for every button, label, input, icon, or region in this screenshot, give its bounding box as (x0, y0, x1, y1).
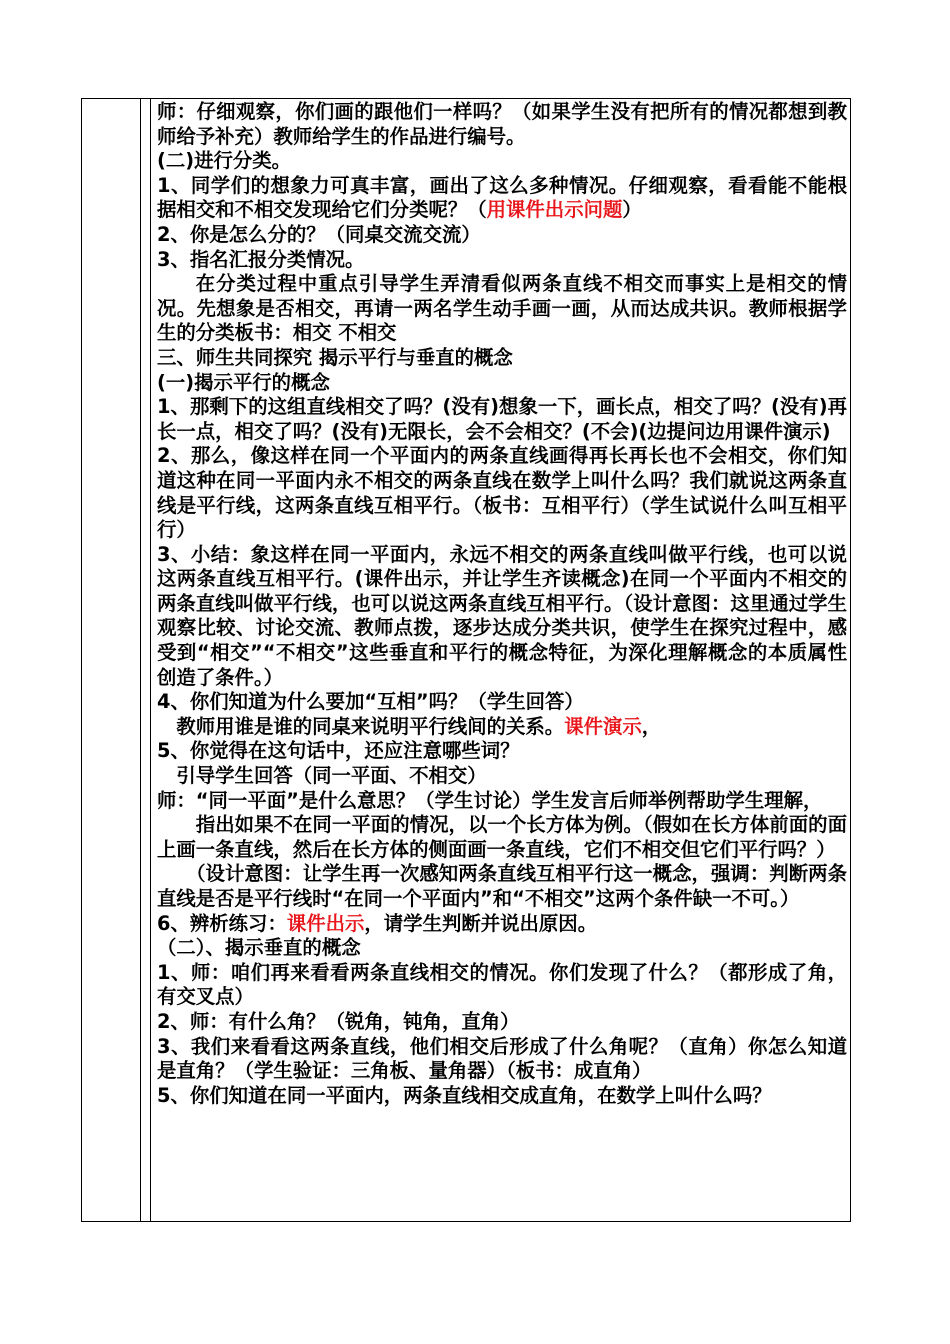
section-heading: 三、师生共同探究 揭示平行与垂直的概念 (157, 345, 513, 369)
paragraph: 3、指名汇报分类情况。 (157, 247, 365, 271)
table-column-spacer (141, 98, 151, 1222)
paragraph: 1、同学们的想象力可真丰富，画出了这么多种情况。仔细观察，看看能不能根据相交和不相交发现给它们分类呢？（用课件出示问题） (157, 173, 847, 222)
paragraph: 2、那么，像这样在同一个平面内的两条直线画得再长再长也不会相交，你们知道这种在同一平面内永不相交的两条直线在数学上叫什么吗？我们就说这两条直线是平行线，这两条直线互相平行。（板书：互相平行）（学生试说什么叫互相平行） (157, 444, 847, 542)
paragraph: 教师用谁是谁的同桌来说明平行线间的关系。课件演示， (176, 714, 662, 738)
lesson-content (157, 100, 847, 1108)
paragraph: 2、你是怎么分的？（同桌交流交流） (157, 222, 481, 246)
paragraph: （设计意图：让学生再一次感知两条直线互相平行这一概念，强调：判断两条直线是否是平行线时“在同一个平面内”和“不相交”这两个条件缺一不可。） (157, 862, 847, 910)
paragraph: 1、师：咱们再来看看两条直线相交的情况。你们发现了什么？（都形成了角，有交叉点） (157, 960, 847, 1009)
paragraph: 引导学生回答（同一平面、不相交） (176, 764, 487, 788)
highlight-text: 课件演示 (564, 714, 642, 738)
paragraph: 师：“同一平面”是什么意思？（学生讨论）学生发言后师举例帮助学生理解， (157, 788, 823, 812)
section-heading: (二)进行分类。 (157, 149, 292, 173)
table-column-narrow (81, 98, 141, 1222)
paragraph: 3、我们来看看这两条直线，他们相交后形成了什么角呢？（直角）你怎么知道是直角？（学生验证：三角板、量角器）（板书：成直角） (157, 1034, 847, 1083)
paragraph: 指出如果不在同一平面的情况，以一个长方体为例。（假如在长方体前面的面上画一条直线，然后在长方体的侧面画一条直线，它们不相交但它们平行吗？） (157, 813, 847, 861)
paragraph: 4、你们知道为什么要加“互相”吗？（学生回答） (157, 690, 584, 714)
section-heading: (一)揭示平行的概念 (157, 370, 330, 394)
paragraph: 1、那剩下的这组直线相交了吗？(没有)想象一下，画长点，相交了吗？(没有)再长一点，相交了吗？(没有)无限长，会不会相交？(不会)(边提问边用课件演示) (157, 395, 847, 443)
highlight-text: 用课件出示问题 (486, 198, 623, 222)
paragraph: 5、你们知道在同一平面内，两条直线相交成直角，在数学上叫什么吗？ (157, 1083, 772, 1107)
section-heading: （二）、揭示垂直的概念 (157, 936, 361, 960)
paragraph: 在分类过程中重点引导学生弄清看似两条直线不相交而事实上是相交的情况。先想象是否相交，再请一两名学生动手画一画，从而达成共识。教师根据学生的分类板书：相交 不相交 (157, 272, 847, 345)
highlight-text: 课件出示 (286, 911, 365, 935)
paragraph: 6、辨析练习：课件出示，请学生判断并说出原因。 (157, 911, 598, 935)
paragraph: 3、小结：象这样在同一平面内，永远不相交的两条直线叫做平行线，也可以说这两条直线互相平行。(课件出示，并让学生齐读概念)在同一个平面内不相交的两条直线叫做平行线，也可以说这两条直线互相平行。（设计意图：这里通过学生观察比较、讨论交流、教师点拨，逐步达成分类共识，使学生在探究过程中，感受到“相交”“不相交”这些垂直和平行的概念特征，为深化理解概念的本质属性创造了条件。） (157, 542, 847, 689)
paragraph: 2、师：有什么角？（锐角，钝角，直角） (157, 1009, 520, 1033)
paragraph: 5、你觉得在这句话中，还应注意哪些词？ (157, 739, 520, 763)
paragraph: 师：仔细观察，你们画的跟他们一样吗？（如果学生没有把所有的情况都想到教师给予补充）教师给学生的作品进行编号。 (157, 100, 847, 148)
